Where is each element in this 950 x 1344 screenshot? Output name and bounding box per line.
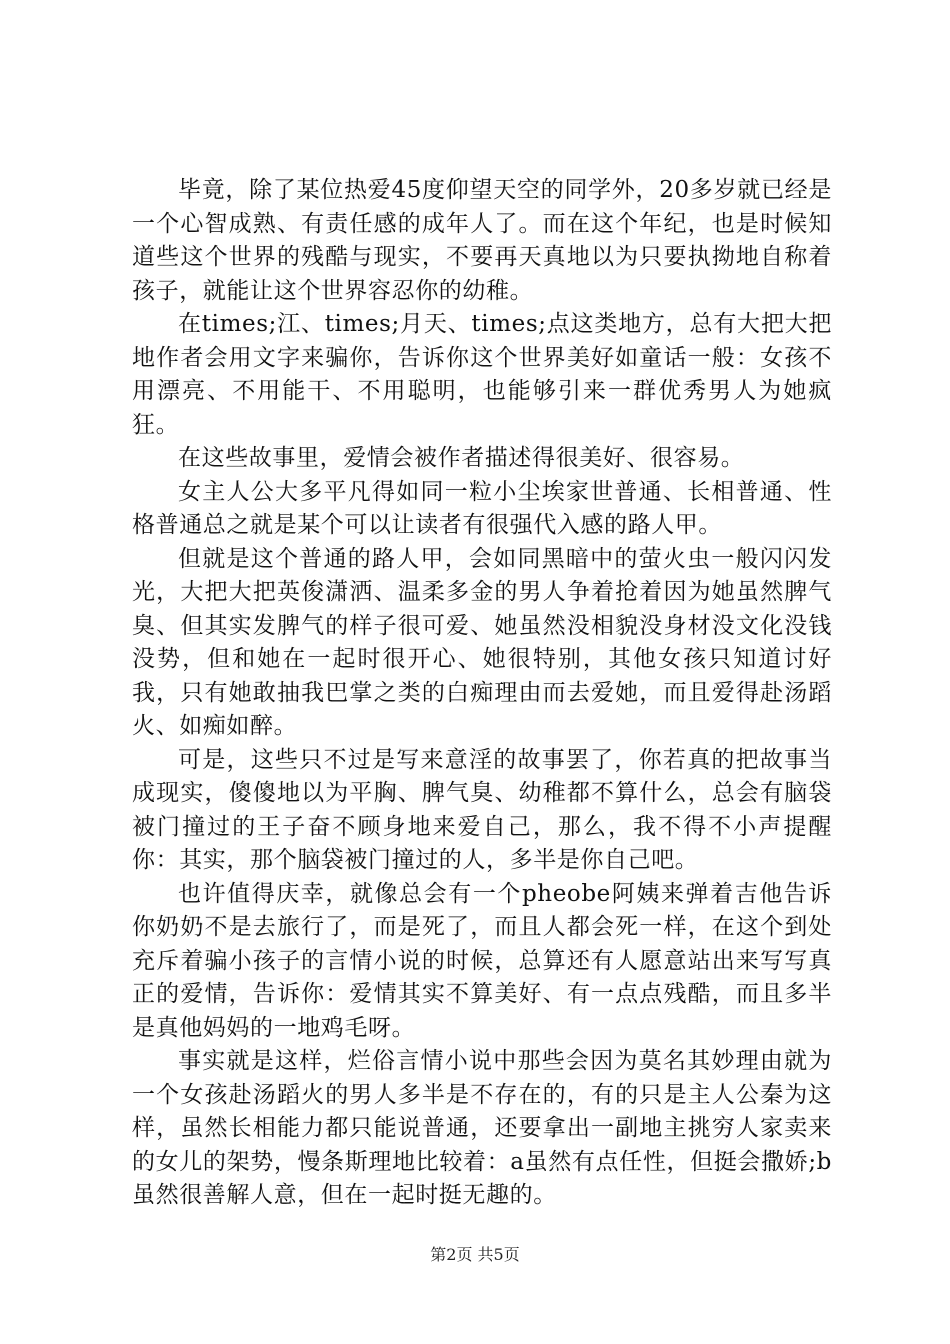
paragraph: 事实就是这样，烂俗言情小说中那些会因为莫名其妙理由就为一个女孩赴汤蹈火的男人多半是不存在的，有的只是主人公秦为这样，虽然长相能力都只能说普通，还要拿出一副地主挑穷人家卖来的女儿的架势，慢条斯理地比较着：a虽然有点任性，但挺会撒娇;b虽然很善解人意，但在一起时挺无趣的。 [132, 1048, 832, 1208]
paragraph: 但就是这个普通的路人甲，会如同黑暗中的萤火虫一般闪闪发光，大把大把英俊潇洒、温柔多金的男人争着抢着因为她虽然脾气臭、但其实发脾气的样子很可爱、她虽然没相貌没身材没文化没钱没势，但和她在一起时很开心、她很特别，其他女孩只知道讨好我，只有她敢抽我巴掌之类的白痴理由而去爱她，而且爱得赴汤蹈火、如痴如醉。 [132, 545, 832, 739]
page-footer: 第2页 共5页 [430, 1245, 520, 1264]
paragraph: 毕竟，除了某位热爱45度仰望天空的同学外，20多岁就已经是一个心智成熟、有责任感的成年人了。而在这个年纪，也是时候知道些这个世界的残酷与现实，不要再天真地以为只要执拗地自称着孩子，就能让这个世界容忍你的幼稚。 [132, 177, 832, 304]
paragraph: 女主人公大多平凡得如同一粒小尘埃家世普通、长相普通、性格普通总之就是某个可以让读者有很强代入感的路人甲。 [132, 478, 832, 538]
paragraph: 也许值得庆幸，就像总会有一个pheobe阿姨来弹着吉他告诉你奶奶不是去旅行了，而是死了，而且人都会死一样，在这个到处充斥着骗小孩子的言情小说的时候，总算还有人愿意站出来写写真正的爱情，告诉你：爱情其实不算美好、有一点点残酷，而且多半是真他妈妈的一地鸡毛呀。 [132, 880, 832, 1041]
paragraph: 在这些故事里，爱情会被作者描述得很美好、很容易。 [178, 445, 745, 471]
paragraph: 在times;江、times;月天、times;点这类地方，总有大把大把地作者会用文字来骗你，告诉你这个世界美好如童话一般：女孩不用漂亮、不用能干、不用聪明，也能够引来一群优秀男人为她疯狂。 [132, 311, 832, 438]
paragraph: 可是，这些只不过是写来意淫的故事罢了，你若真的把故事当成现实，傻傻地以为平胸、脾气臭、幼稚都不算什么，总会有脑袋被门撞过的王子奋不顾身地来爱自己，那么，我不得不小声提醒你：其实，那个脑袋被门撞过的人，多半是你自己吧。 [132, 746, 832, 873]
document-body [132, 174, 832, 1213]
